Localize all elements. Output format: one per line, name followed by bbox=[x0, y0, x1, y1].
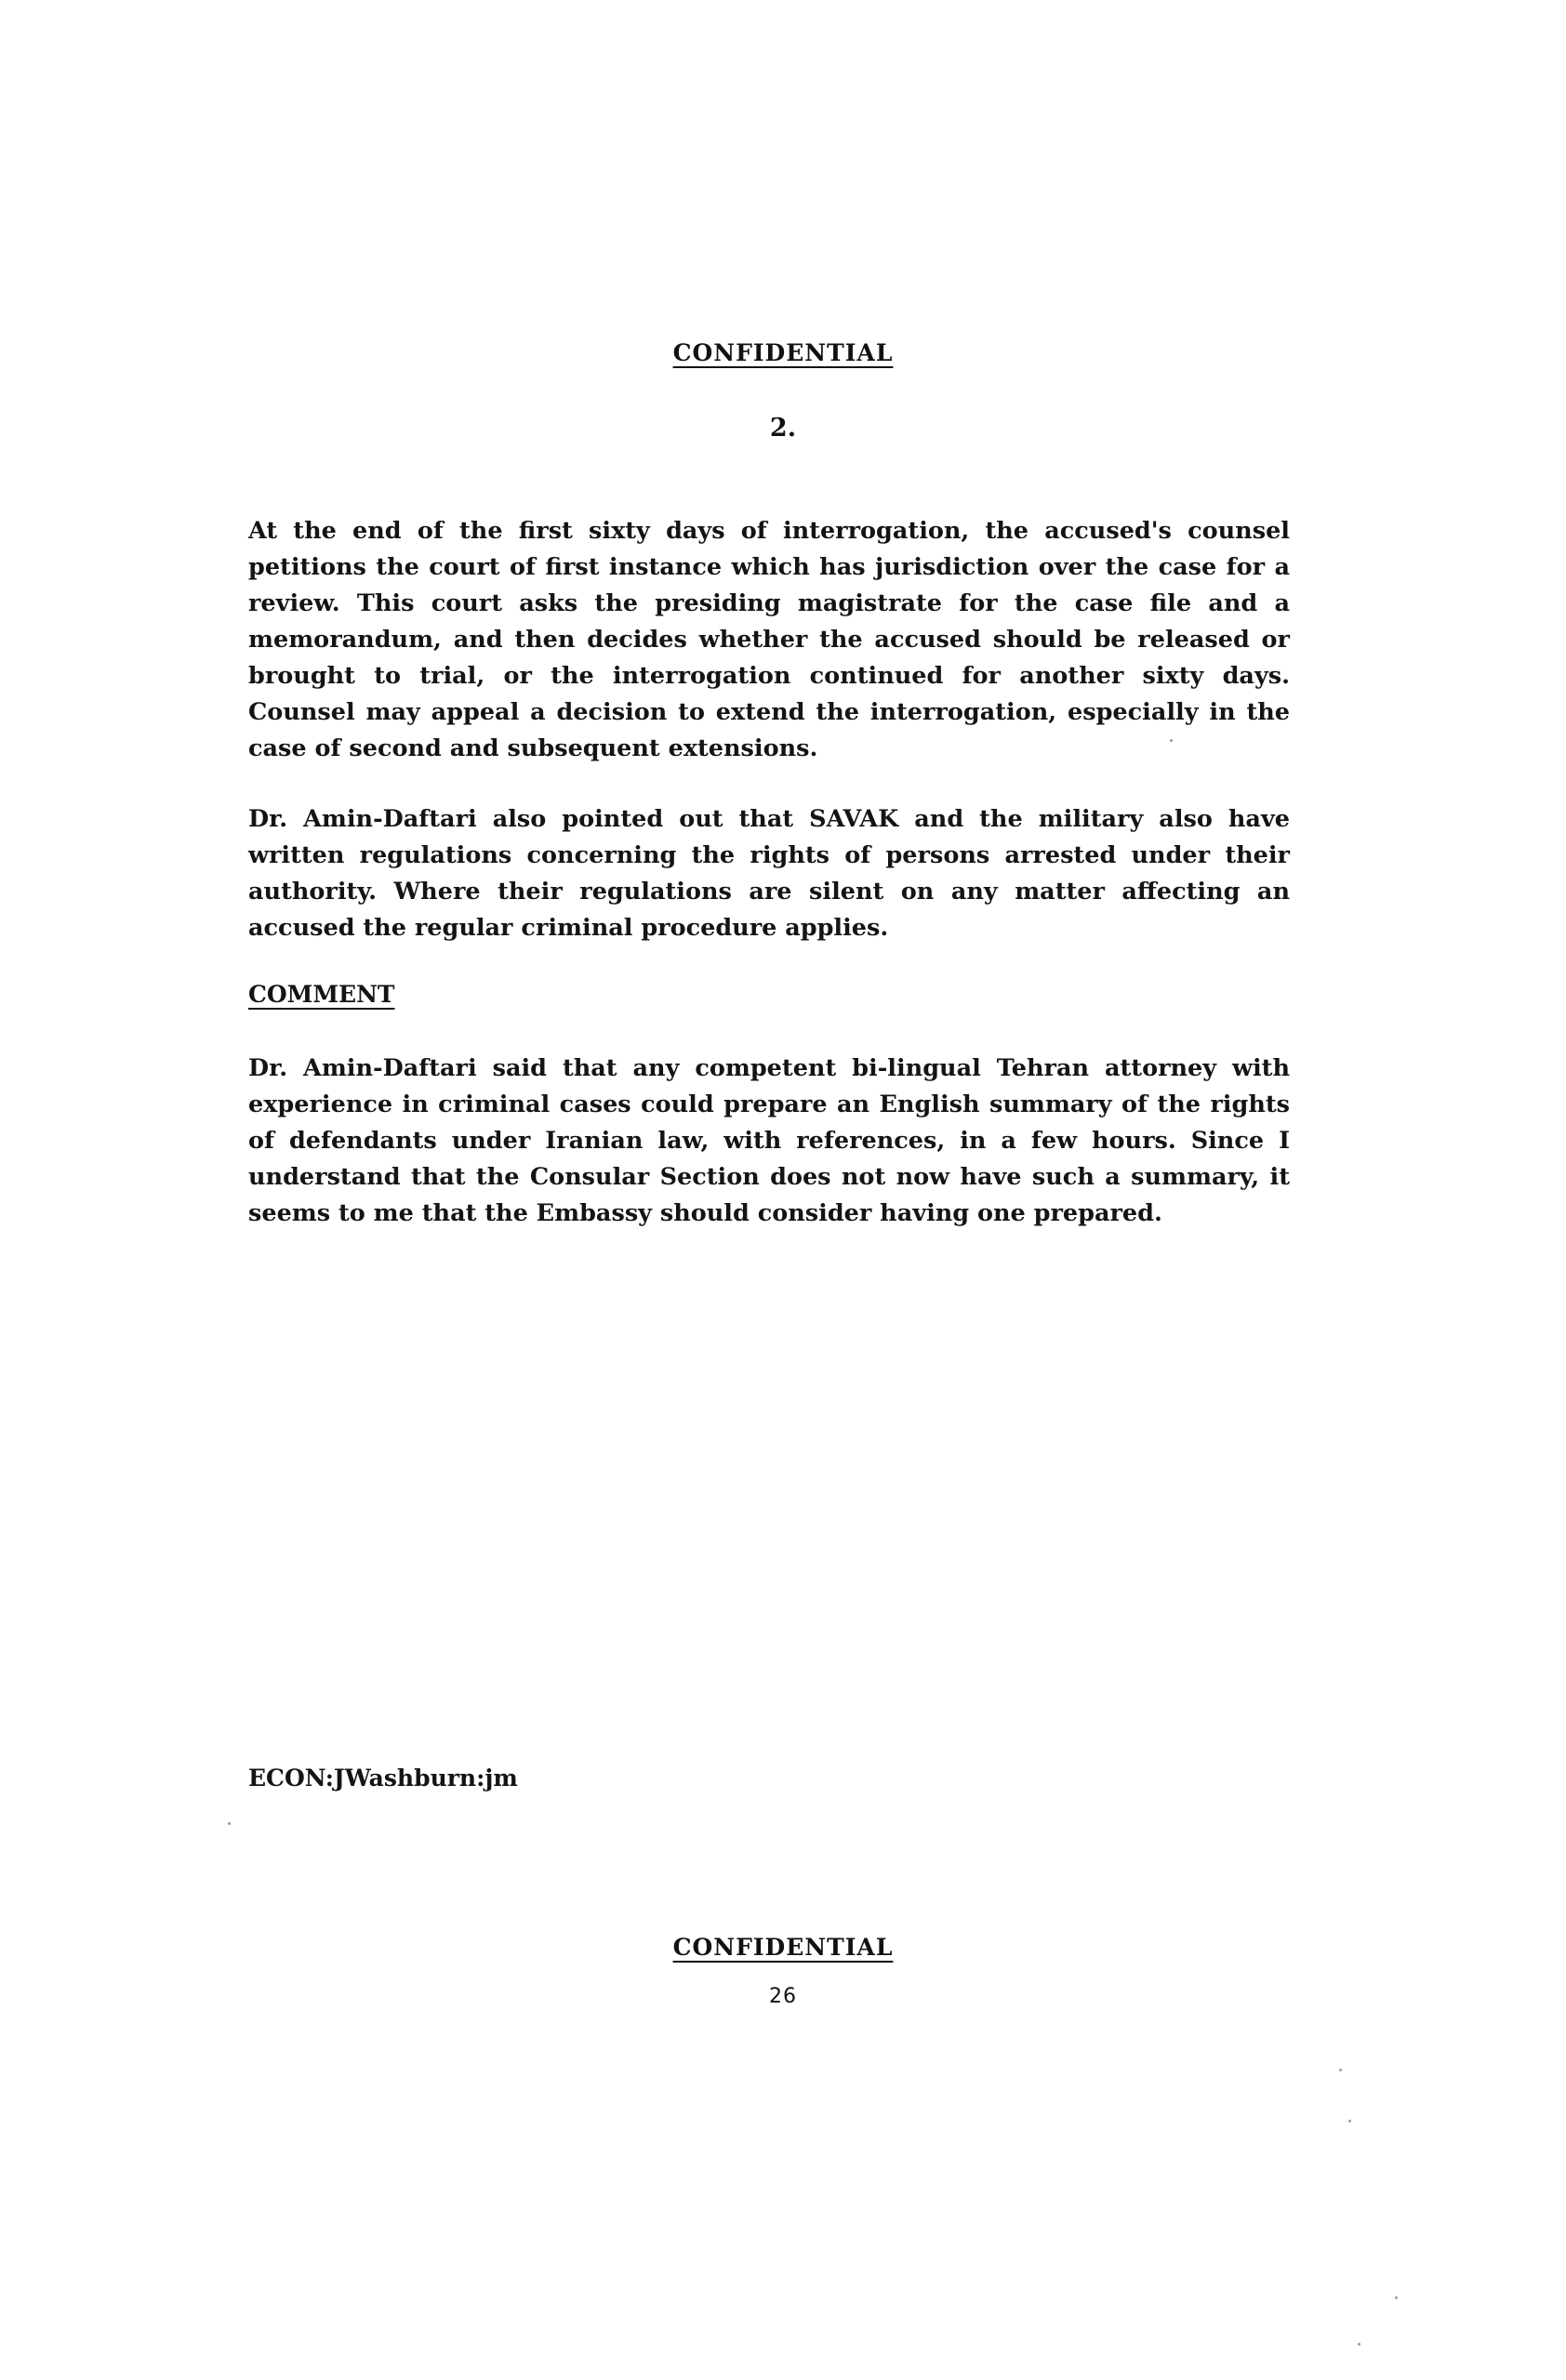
comment-heading: COMMENT bbox=[248, 981, 395, 1008]
comment-paragraph: Dr. Amin-Daftari said that any competent bi-lingual Tehran attorney with experience in criminal cases could prepare an English summary of the rights of defendants under Iranian law, with references, in a few hours. Since I understand that the Consular Section does not now have such a summary, it seems to me that the Embassy should consider having one prepared. bbox=[248, 1054, 1290, 1227]
scan-speck bbox=[228, 1822, 231, 1825]
body-paragraph-2: Dr. Amin-Daftari also pointed out that SAVAK and the military also have written regulations concerning the rights of persons arrested under their authority. Where their regulations are silent on any matter affecting an accused the regular criminal procedure applies. bbox=[248, 805, 1290, 942]
footer-classification bbox=[0, 1934, 1566, 1961]
page-label: 2. bbox=[769, 414, 797, 443]
scan-speck bbox=[1358, 2343, 1360, 2346]
scan-speck bbox=[1170, 739, 1173, 742]
signature-line: ECON:JWashburn:jm bbox=[248, 1765, 518, 1792]
header-classification bbox=[0, 339, 1566, 366]
scan-speck bbox=[1339, 2069, 1342, 2071]
header-classification-text: CONFIDENTIAL bbox=[672, 339, 894, 366]
scan-speck bbox=[1348, 2120, 1351, 2122]
footer-classification-text: CONFIDENTIAL bbox=[672, 1934, 894, 1961]
footer-page-number: 26 bbox=[769, 1985, 797, 2008]
scan-speck bbox=[1395, 2296, 1398, 2299]
body-paragraph-1: At the end of the first sixty days of interrogation, the accused's counsel petitions the court of first instance which has jurisdiction over the case for a review. This court asks the presiding magistrate for the case file and a memorandum, and then decides whether the accused should be released or brought to trial, or the interrogation continued for another sixty days. Counsel may appeal a decision to extend the interrogation, especially in the case of second and subsequent extensions. bbox=[248, 517, 1290, 762]
